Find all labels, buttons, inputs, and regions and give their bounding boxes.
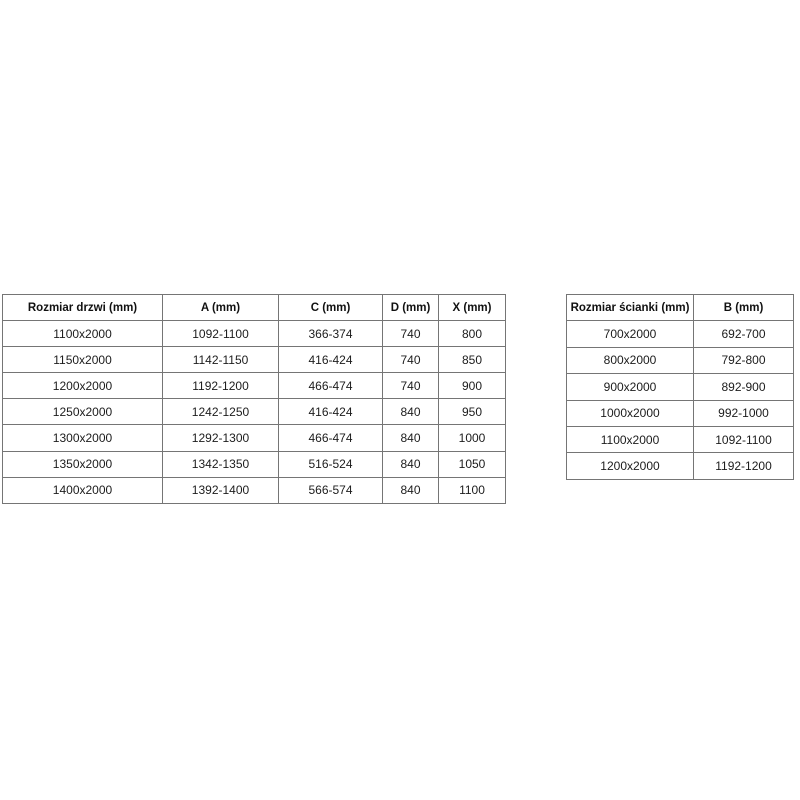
table-cell: 1050 — [439, 451, 506, 477]
table-cell: 1242-1250 — [163, 399, 279, 425]
table-cell: 1150x2000 — [3, 347, 163, 373]
table-cell: 566-574 — [279, 477, 383, 503]
table-cell: 366-374 — [279, 321, 383, 347]
table-cell: 1100 — [439, 477, 506, 503]
table-cell: 516-524 — [279, 451, 383, 477]
table-row — [567, 321, 794, 347]
table-cell: 1400x2000 — [3, 477, 163, 503]
table-cell: 740 — [383, 347, 439, 373]
table-cell: 466-474 — [279, 373, 383, 399]
table-cell: 850 — [439, 347, 506, 373]
table-cell: 1092-1100 — [163, 321, 279, 347]
table-cell: 416-424 — [279, 399, 383, 425]
column-header: D (mm) — [383, 295, 439, 321]
table-row — [3, 399, 506, 425]
table-cell: 892-900 — [694, 374, 794, 400]
table-row — [3, 347, 506, 373]
table-cell: 1000x2000 — [567, 400, 694, 426]
table-cell: 800x2000 — [567, 347, 694, 373]
table-row — [567, 426, 794, 452]
table-cell: 1292-1300 — [163, 425, 279, 451]
table-cell: 416-424 — [279, 347, 383, 373]
table-cell: 1200x2000 — [567, 453, 694, 479]
column-header: Rozmiar ścianki (mm) — [567, 295, 694, 321]
column-header: B (mm) — [694, 295, 794, 321]
wall-sizes-table — [566, 294, 794, 480]
table-cell: 1300x2000 — [3, 425, 163, 451]
table-row — [3, 321, 506, 347]
wall-table-header-row — [567, 295, 794, 321]
table-cell: 1000 — [439, 425, 506, 451]
door-table-header-row — [3, 295, 506, 321]
table-cell: 1342-1350 — [163, 451, 279, 477]
table-cell: 992-1000 — [694, 400, 794, 426]
table-cell: 1100x2000 — [567, 426, 694, 452]
table-cell: 1092-1100 — [694, 426, 794, 452]
table-row — [567, 347, 794, 373]
column-header: A (mm) — [163, 295, 279, 321]
table-cell: 1100x2000 — [3, 321, 163, 347]
table-row — [567, 374, 794, 400]
table-cell: 900 — [439, 373, 506, 399]
table-cell: 840 — [383, 477, 439, 503]
table-cell: 840 — [383, 451, 439, 477]
table-cell: 740 — [383, 373, 439, 399]
table-row — [3, 451, 506, 477]
table-row — [3, 425, 506, 451]
table-cell: 840 — [383, 399, 439, 425]
table-cell: 740 — [383, 321, 439, 347]
table-cell: 466-474 — [279, 425, 383, 451]
table-cell: 1250x2000 — [3, 399, 163, 425]
table-cell: 950 — [439, 399, 506, 425]
table-cell: 1142-1150 — [163, 347, 279, 373]
table-cell: 1192-1200 — [694, 453, 794, 479]
table-cell: 1192-1200 — [163, 373, 279, 399]
table-cell: 840 — [383, 425, 439, 451]
column-header: C (mm) — [279, 295, 383, 321]
column-header: X (mm) — [439, 295, 506, 321]
table-row — [567, 453, 794, 479]
table-cell: 692-700 — [694, 321, 794, 347]
table-cell: 700x2000 — [567, 321, 694, 347]
table-cell: 792-800 — [694, 347, 794, 373]
door-sizes-table — [2, 294, 506, 504]
table-row — [3, 373, 506, 399]
table-cell: 1200x2000 — [3, 373, 163, 399]
table-cell: 1350x2000 — [3, 451, 163, 477]
table-cell: 1392-1400 — [163, 477, 279, 503]
table-row — [567, 400, 794, 426]
table-row — [3, 477, 506, 503]
table-cell: 900x2000 — [567, 374, 694, 400]
column-header: Rozmiar drzwi (mm) — [3, 295, 163, 321]
table-cell: 800 — [439, 321, 506, 347]
